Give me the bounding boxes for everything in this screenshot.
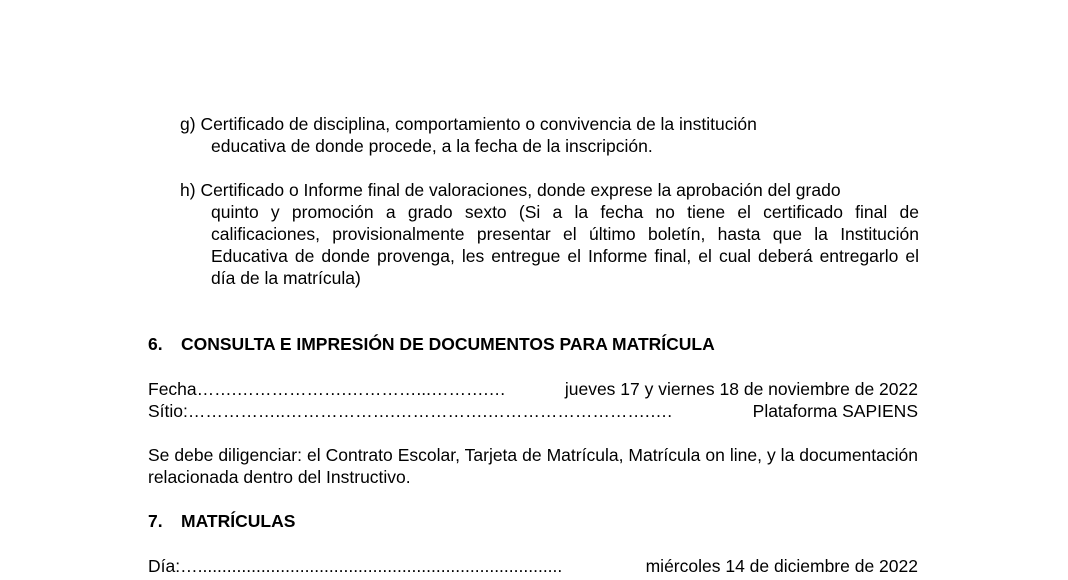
item-g-text-rest: educativa de donde procede, a la fecha de la inscripción. — [211, 136, 653, 156]
item-g-marker: g) — [180, 114, 196, 134]
sitio-line — [148, 400, 918, 422]
section-7-title: MATRÍCULAS — [181, 511, 296, 531]
section-7-number: 7. — [148, 511, 163, 531]
item-g-text-start: Certificado de disciplina, comportamiento o convivencia de la institución — [200, 114, 757, 134]
fecha-line — [148, 378, 918, 400]
section-6-title: CONSULTA E IMPRESIÓN DE DOCUMENTOS PARA MATRÍCULA — [181, 334, 715, 354]
section-6-number: 6. — [148, 334, 163, 354]
requirement-item-h — [180, 179, 919, 289]
item-h-marker: h) — [180, 180, 196, 200]
fecha-value: jueves 17 y viernes 18 de noviembre de 2022 — [564, 379, 918, 399]
sitio-value: Plataforma SAPIENS — [752, 401, 918, 421]
section-6-heading — [148, 333, 715, 355]
dia-label: Día: — [148, 556, 181, 576]
item-h-text-rest: quinto y promoción a grado sexto (Si a la fecha no tiene el certificado final de calificaciones, provisionalmente presentar el último boletín, hasta que la Institución Educativa de donde provenga, les entregue el Informe final, el cual deberá entregarlo el día de la matrícula) — [211, 202, 919, 288]
dia-line — [148, 555, 918, 577]
dia-leader-dots: …........................................................................... — [180, 556, 563, 576]
item-h-first-line — [180, 179, 919, 201]
fecha-leader-dots: …….……………….…………...……….… — [196, 379, 506, 399]
section-7-heading — [148, 510, 295, 532]
sitio-label: Sítio: — [148, 401, 188, 421]
fecha-label: Fecha — [148, 379, 197, 399]
dia-value: miércoles 14 de diciembre de 2022 — [645, 556, 918, 576]
item-h-text-start: Certificado o Informe final de valoraciones, donde exprese la aprobación del grado — [200, 180, 841, 200]
item-g-first-line — [180, 113, 919, 135]
requirement-item-g — [180, 113, 919, 157]
section-6-paragraph: Se debe diligenciar: el Contrato Escolar, Tarjeta de Matrícula, Matrícula on line, y la documentación relacionada dentro del Instructivo. — [148, 445, 918, 487]
sitio-leader-dots: ……………..……………….…………….……………………….…. — [187, 401, 673, 421]
